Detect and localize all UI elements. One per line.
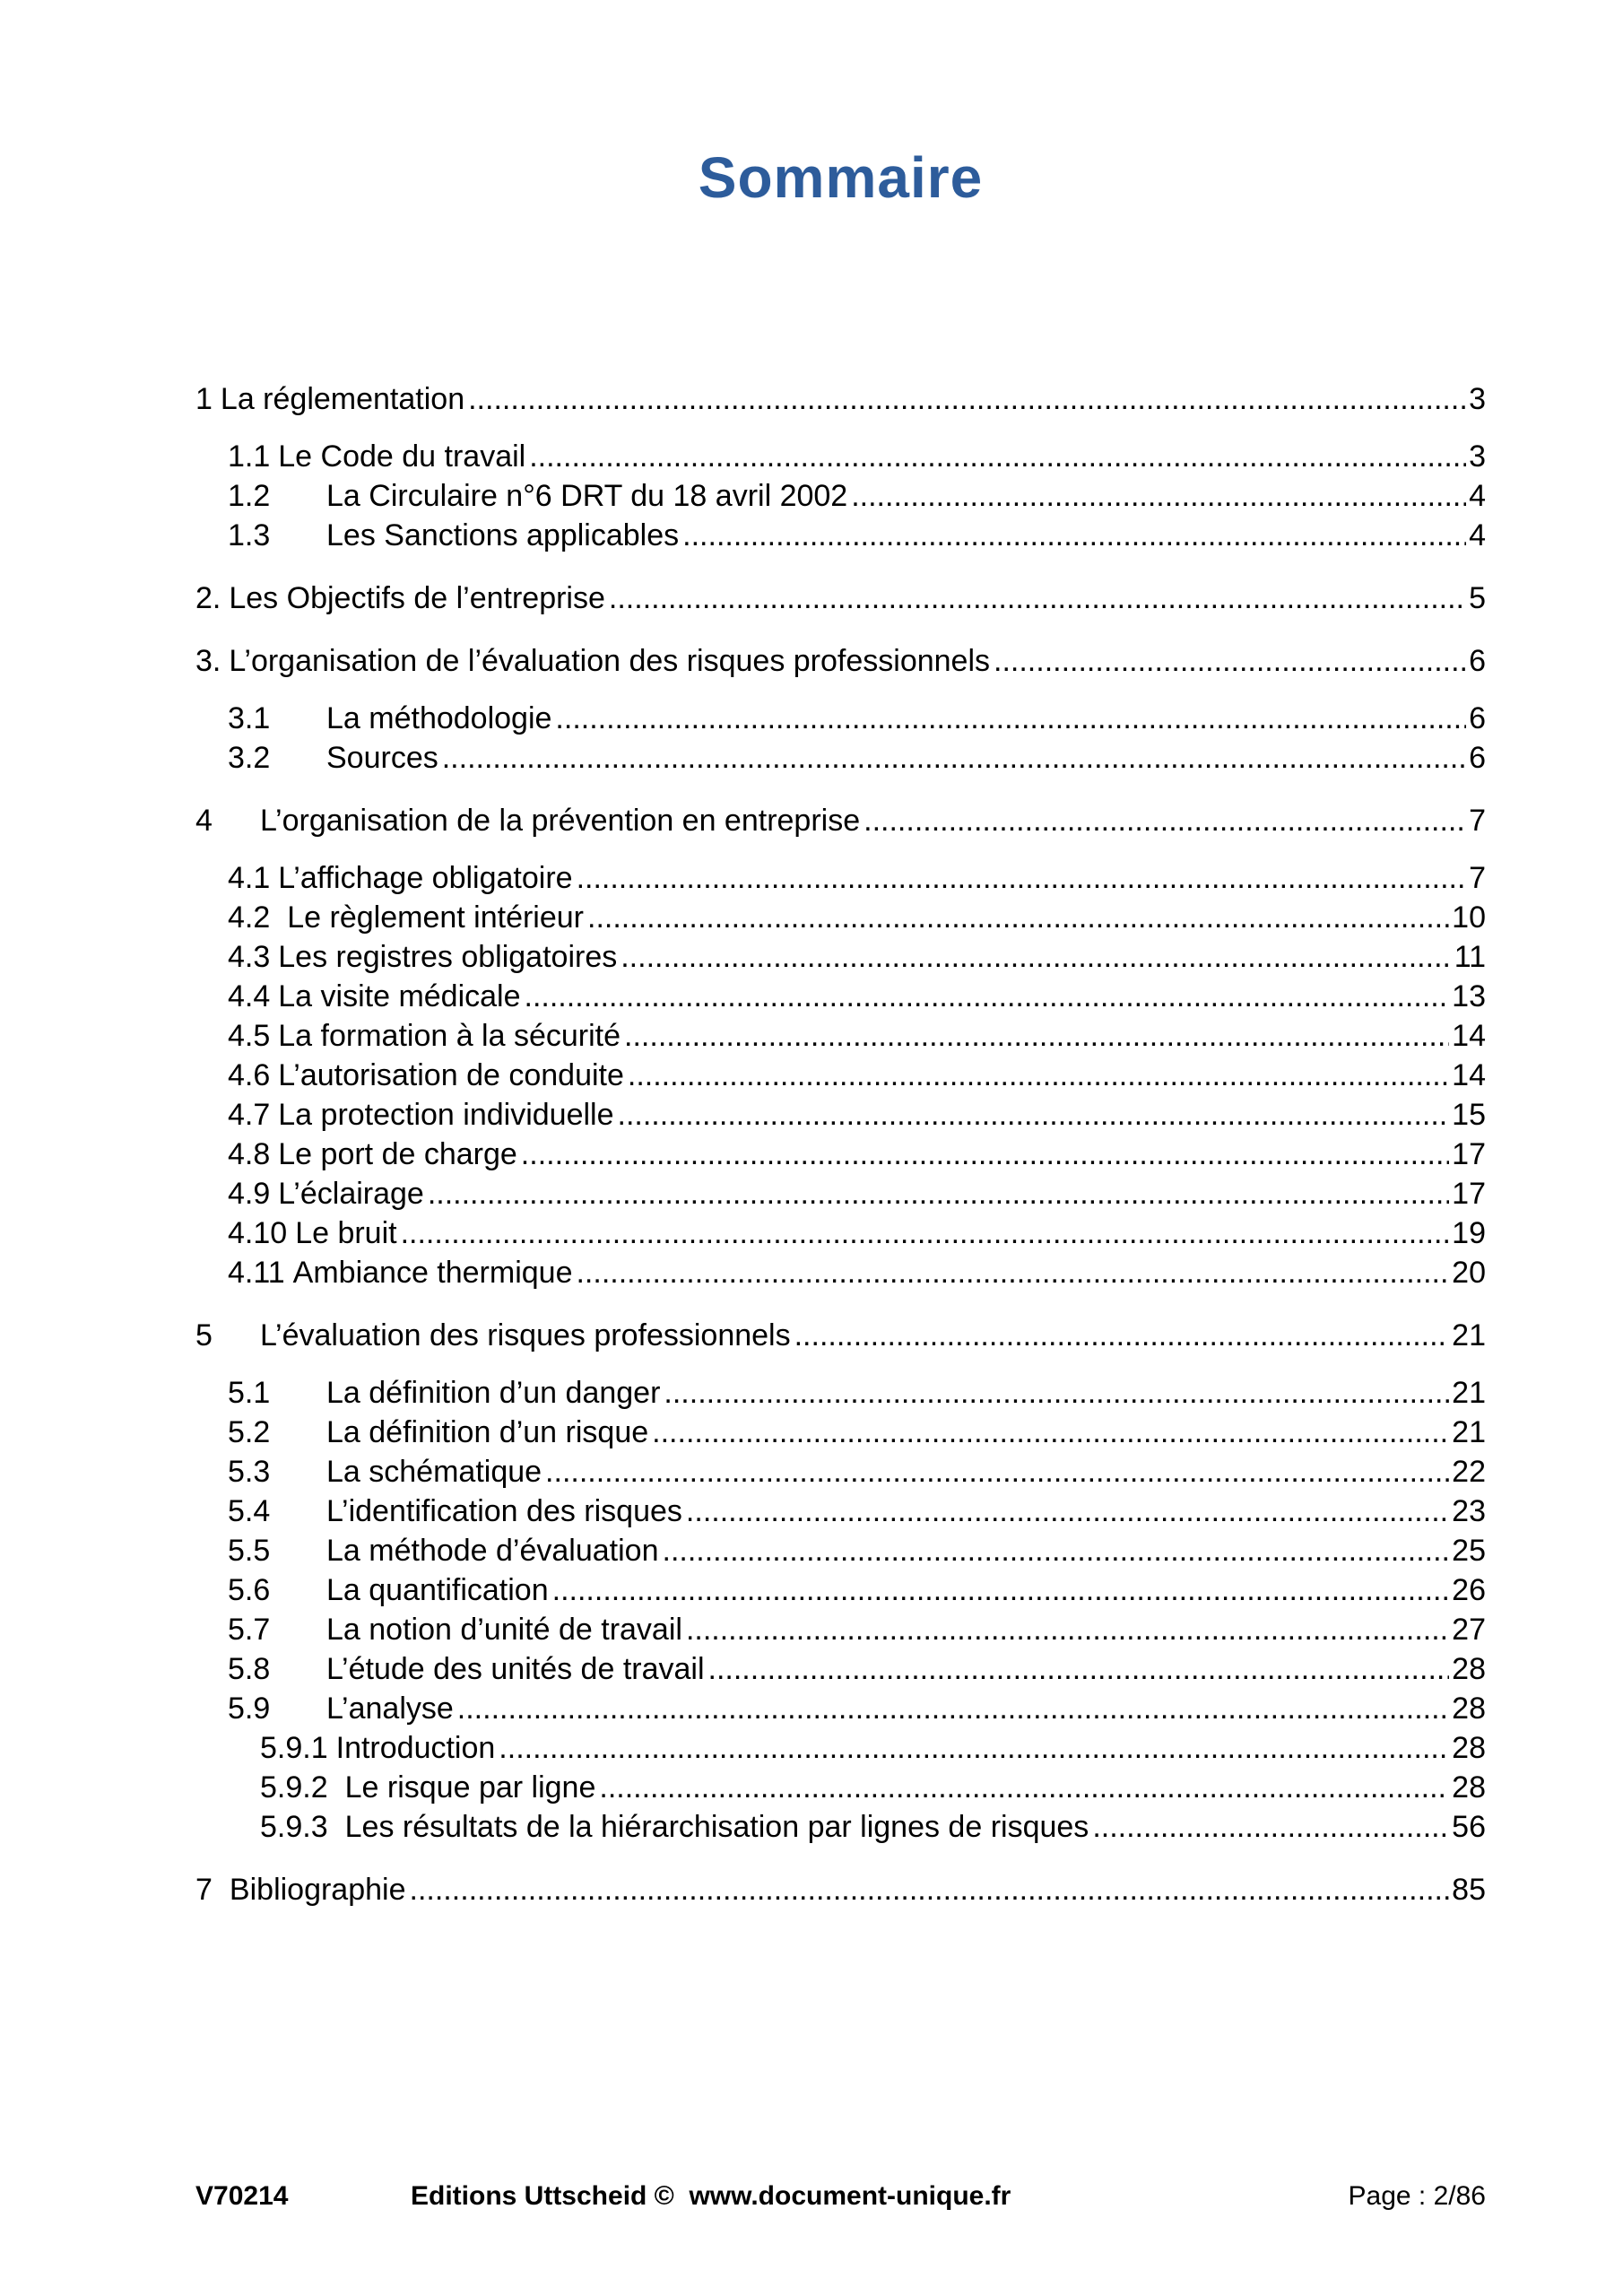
toc-leader-dots [576, 1253, 1449, 1292]
toc-entry-title: Le bruit [295, 1215, 397, 1250]
toc-entry[interactable] [195, 1413, 1486, 1452]
toc-entry-page: 15 [1452, 1097, 1486, 1132]
toc-leader-dots [577, 858, 1467, 898]
toc-entry-title: L’étude des unités de travail [326, 1651, 705, 1686]
toc-leader-dots [664, 1373, 1449, 1413]
toc-leader-dots [401, 1213, 1450, 1253]
toc-entry[interactable] [195, 738, 1486, 778]
toc-entry-page: 6 [1469, 643, 1486, 678]
toc-entry-page: 13 [1452, 978, 1486, 1013]
toc-leader-dots [686, 1610, 1449, 1649]
toc-entry[interactable] [195, 1095, 1486, 1135]
toc-entry-title: Les Objectifs de l’entreprise [229, 580, 605, 615]
toc-entry[interactable] [195, 801, 1486, 840]
toc-entry-title: La protection individuelle [278, 1097, 614, 1132]
toc-entry[interactable] [195, 977, 1486, 1016]
toc-entry-page: 3 [1469, 439, 1486, 474]
toc-leader-dots [682, 516, 1466, 555]
toc-leader-dots [686, 1492, 1449, 1531]
toc-entry[interactable] [195, 699, 1486, 738]
toc-leader-dots [794, 1316, 1450, 1355]
toc-entry-title: L’autorisation de conduite [278, 1057, 624, 1092]
toc-entry-number: 4.10 [228, 1215, 288, 1250]
toc-leader-dots [587, 898, 1449, 937]
toc-entry-title: La schématique [326, 1454, 542, 1489]
toc-entry-page: 14 [1452, 1018, 1486, 1053]
toc-entry-title: La définition d’un danger [326, 1375, 661, 1410]
toc-entry[interactable] [195, 1174, 1486, 1213]
toc-entry-title: La visite médicale [278, 978, 521, 1013]
toc-entry-page: 27 [1452, 1612, 1486, 1647]
toc-entry-number: 5 [195, 1318, 213, 1352]
toc-entry[interactable] [195, 1373, 1486, 1413]
toc-entry-title: Sources [326, 740, 438, 775]
toc-leader-dots [708, 1649, 1450, 1689]
toc-entry-page: 11 [1454, 939, 1486, 974]
toc-entry[interactable] [195, 1531, 1486, 1570]
toc-entry[interactable] [195, 1056, 1486, 1095]
toc-entry-title: L’évaluation des risques professionnels [260, 1318, 791, 1352]
toc-leader-dots [499, 1728, 1449, 1768]
toc-entry-number: 3.1 [228, 700, 271, 735]
toc-leader-dots [529, 437, 1466, 476]
toc-entry-page: 85 [1452, 1872, 1486, 1907]
toc-entry[interactable] [195, 379, 1486, 419]
toc-entry-number: 5.9.2 [260, 1770, 328, 1805]
toc-entry-title: Ambiance thermique [292, 1255, 573, 1290]
toc-entry-page: 56 [1452, 1809, 1486, 1844]
toc-leader-dots [457, 1689, 1449, 1728]
toc-entry-title: Introduction [335, 1730, 496, 1765]
toc-entry-page: 7 [1469, 803, 1486, 838]
toc-entry[interactable] [195, 1492, 1486, 1531]
toc-leader-dots [410, 1870, 1450, 1909]
toc-entry-number: 4.5 [228, 1018, 271, 1053]
toc-entry-title: La formation à la sécurité [278, 1018, 621, 1053]
toc-entry-title: Le port de charge [278, 1136, 517, 1171]
toc-entry-number: 1.2 [228, 478, 271, 513]
toc-entry-page: 20 [1452, 1255, 1486, 1290]
toc-entry-number: 4.7 [228, 1097, 271, 1132]
toc-entry[interactable] [195, 898, 1486, 937]
toc-entry-title: Les résultats de la hiérarchisation par lignes de risques [344, 1809, 1089, 1844]
toc-entry-number: 3. [195, 643, 221, 678]
toc-entry-number: 4.8 [228, 1136, 271, 1171]
toc-entry-number: 4 [195, 803, 213, 838]
toc-entry[interactable] [195, 1253, 1486, 1292]
toc-entry-title: La définition d’un risque [326, 1414, 649, 1449]
toc-leader-dots [599, 1768, 1449, 1807]
toc-entry-title: La méthode d’évaluation [326, 1533, 659, 1568]
toc-entry-number: 4.11 [228, 1255, 285, 1290]
toc-entry-page: 14 [1452, 1057, 1486, 1092]
toc-leader-dots [663, 1531, 1450, 1570]
toc-leader-dots [552, 1570, 1450, 1610]
toc-entry-page: 23 [1452, 1493, 1486, 1528]
toc-leader-dots [545, 1452, 1449, 1492]
toc-entry[interactable] [195, 1870, 1486, 1909]
toc-entry-title: L’éclairage [278, 1176, 424, 1211]
toc-entry-number: 4.4 [228, 978, 271, 1013]
toc-entry-page: 6 [1469, 700, 1486, 735]
toc-entry-page: 21 [1452, 1318, 1486, 1352]
toc-entry-page: 26 [1452, 1572, 1486, 1607]
toc-entry-page: 28 [1452, 1691, 1486, 1726]
toc-entry[interactable] [195, 1610, 1486, 1649]
toc-entry[interactable] [195, 937, 1486, 977]
toc-entry-page: 17 [1452, 1136, 1486, 1171]
toc-entry[interactable] [195, 1689, 1486, 1728]
toc-entry-number: 5.2 [228, 1414, 271, 1449]
toc-leader-dots [521, 1135, 1449, 1174]
toc-entry[interactable] [195, 578, 1486, 618]
toc-entry-number: 4.9 [228, 1176, 271, 1211]
toc-entry-title: Bibliographie [229, 1872, 406, 1907]
toc-entry-number: 5.5 [228, 1533, 271, 1568]
toc-entry[interactable] [195, 1768, 1486, 1807]
toc-entry-number: 7 [195, 1872, 213, 1907]
toc-entry[interactable] [195, 1807, 1486, 1847]
toc-entry-number: 2. [195, 580, 221, 615]
toc-entry-number: 5.3 [228, 1454, 271, 1489]
toc-entry-page: 7 [1469, 860, 1486, 895]
toc-entry-number: 1.3 [228, 517, 271, 552]
toc-entry-number: 3.2 [228, 740, 271, 775]
toc-entry[interactable] [195, 1135, 1486, 1174]
toc-entry-number: 5.9 [228, 1691, 271, 1726]
toc-entry-number: 5.7 [228, 1612, 271, 1647]
toc-entry-number: 4.2 [228, 900, 271, 935]
toc-entry-page: 19 [1452, 1215, 1486, 1250]
toc-leader-dots [609, 578, 1466, 618]
toc-entry-title: Les Sanctions applicables [326, 517, 680, 552]
toc-entry[interactable] [195, 476, 1486, 516]
toc-entry-title: L’organisation de la prévention en entreprise [260, 803, 861, 838]
toc-entry-page: 28 [1452, 1651, 1486, 1686]
toc-entry-title: Les registres obligatoires [278, 939, 618, 974]
toc-entry-number: 5.1 [228, 1375, 271, 1410]
toc-leader-dots [468, 379, 1466, 419]
toc-entry-page: 28 [1452, 1770, 1486, 1805]
toc-entry[interactable] [195, 858, 1486, 898]
toc-leader-dots [621, 937, 1451, 977]
toc-leader-dots [555, 699, 1466, 738]
toc-entry-page: 3 [1469, 381, 1486, 416]
toc-entry-number: 5.4 [228, 1493, 271, 1528]
toc-entry-number: 4.6 [228, 1057, 271, 1092]
toc-entry-page: 22 [1452, 1454, 1486, 1489]
toc-leader-dots [851, 476, 1466, 516]
toc-entry-page: 4 [1469, 517, 1486, 552]
toc-leader-dots [652, 1413, 1449, 1452]
toc-leader-dots [618, 1095, 1450, 1135]
toc-entry-number: 1 [195, 381, 213, 416]
toc-entry-page: 6 [1469, 740, 1486, 775]
page-footer [195, 2181, 1486, 2221]
toc-leader-dots [864, 801, 1466, 840]
toc-entry-page: 25 [1452, 1533, 1486, 1568]
toc-entry-page: 21 [1452, 1375, 1486, 1410]
toc-leader-dots [628, 1056, 1449, 1095]
toc-leader-dots [994, 641, 1466, 681]
toc-entry-number: 5.9.3 [260, 1809, 328, 1844]
toc-entry-title: La méthodologie [326, 700, 552, 735]
toc-entry-number: 5.6 [228, 1572, 271, 1607]
toc-entry-number: 5.9.1 [260, 1730, 328, 1765]
page-title: Sommaire [698, 145, 984, 210]
toc-entry[interactable] [195, 641, 1486, 681]
toc-leader-dots [525, 977, 1450, 1016]
toc-leader-dots [428, 1174, 1449, 1213]
toc-entry[interactable] [195, 1570, 1486, 1610]
toc-entry[interactable] [195, 1016, 1486, 1056]
toc-leader-dots [442, 738, 1466, 778]
footer-page-number: Page : 2/86 [1348, 2181, 1486, 2211]
footer-document-version: V70214 [195, 2181, 289, 2211]
toc-entry-number: 4.3 [228, 939, 271, 974]
toc-entry-number: 5.8 [228, 1651, 271, 1686]
toc-entry[interactable] [195, 437, 1486, 476]
toc-entry-title: Le risque par ligne [344, 1770, 596, 1805]
toc-leader-dots [624, 1016, 1449, 1056]
toc-entry[interactable] [195, 1728, 1486, 1768]
toc-entry-title: Le Code du travail [278, 439, 526, 474]
toc-entry-title: La quantification [326, 1572, 549, 1607]
toc-entry-number: 1.1 [228, 439, 271, 474]
toc-entry-title: La Circulaire n°6 DRT du 18 avril 2002 [326, 478, 848, 513]
toc-entry-title: L’identification des risques [326, 1493, 682, 1528]
toc-entry-title: L’organisation de l’évaluation des risques professionnels [229, 643, 991, 678]
toc-entry-page: 28 [1452, 1730, 1486, 1765]
toc-entry[interactable] [195, 1649, 1486, 1689]
toc-entry-page: 5 [1469, 580, 1486, 615]
toc-entry-title: La réglementation [220, 381, 465, 416]
toc-leader-dots [1092, 1807, 1449, 1847]
footer-publisher: Editions Uttscheid © www.document-unique.fr [411, 2181, 1011, 2211]
toc-entry[interactable] [195, 1213, 1486, 1253]
toc-entry-page: 10 [1452, 900, 1486, 935]
table-of-contents [195, 379, 1486, 1909]
toc-entry-number: 4.1 [228, 860, 271, 895]
toc-entry-page: 17 [1452, 1176, 1486, 1211]
toc-entry-page: 21 [1452, 1414, 1486, 1449]
toc-entry-page: 4 [1469, 478, 1486, 513]
toc-entry[interactable] [195, 1316, 1486, 1355]
toc-entry-title: Le règlement intérieur [287, 900, 585, 935]
toc-entry[interactable] [195, 1452, 1486, 1492]
toc-entry-title: L’affichage obligatoire [278, 860, 573, 895]
toc-entry-title: La notion d’unité de travail [326, 1612, 682, 1647]
toc-entry-title: L’analyse [326, 1691, 454, 1726]
toc-entry[interactable] [195, 516, 1486, 555]
